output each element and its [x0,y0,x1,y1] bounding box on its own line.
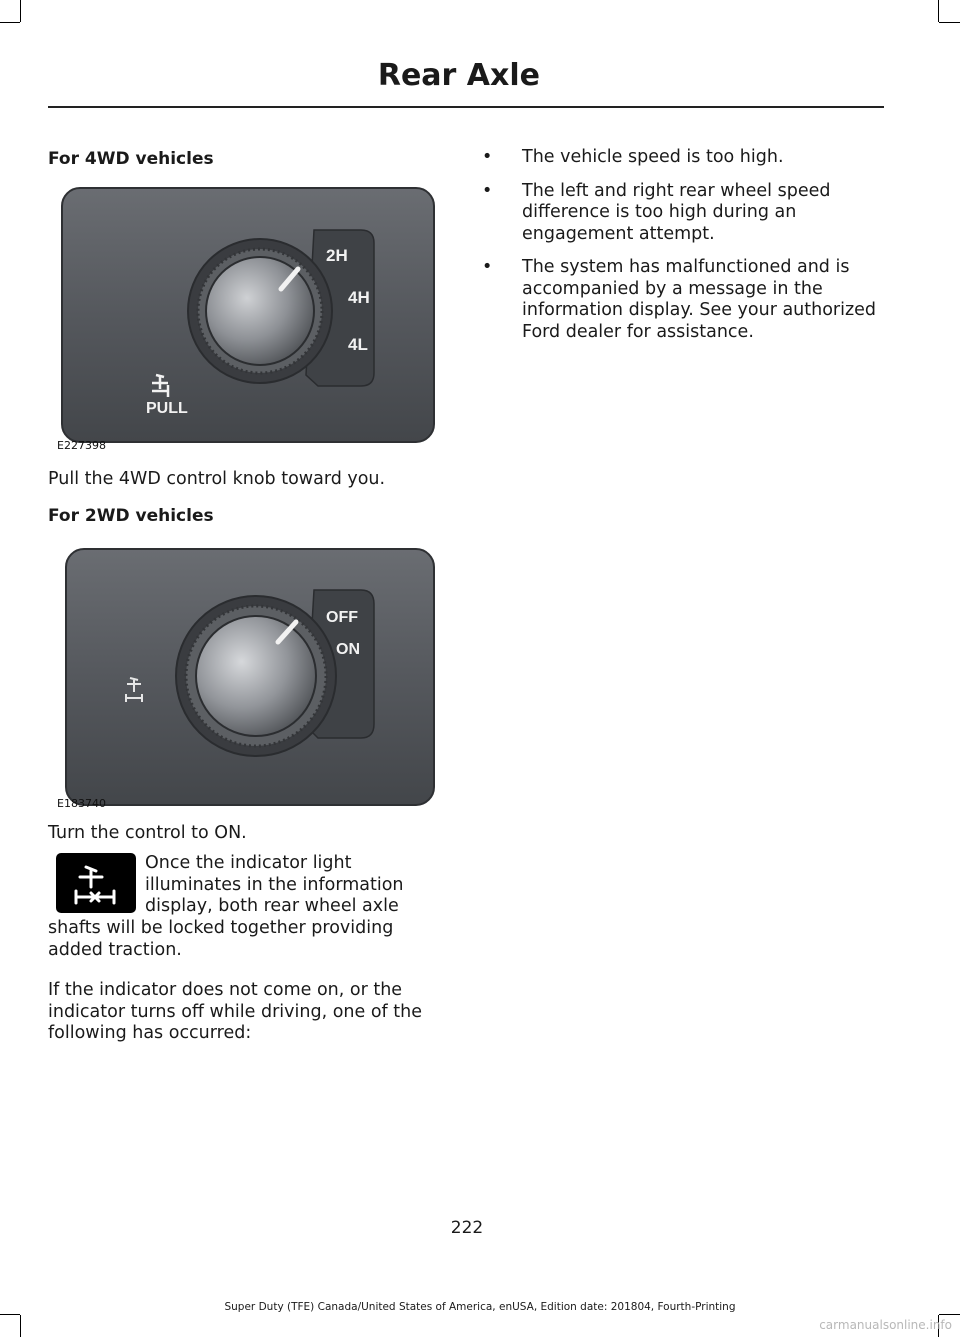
indicator-description [145,853,445,918]
indicator-line: display, both rear wheel axle [145,896,399,916]
bullet-icon: • [482,180,493,201]
position-label-2h: 2H [326,246,348,265]
position-label-on: ON [336,641,360,658]
bullet-icon: • [482,147,493,167]
indicator-line: Once the indicator light [145,853,352,873]
figure-2wd-control [56,546,440,810]
position-label-4l: 4L [348,335,368,354]
condition-intro: If the indicator does not come on, or the indicator turns off while driving, one of the following has occurred: [48,980,422,1043]
figure-code: E183740 [57,797,106,810]
list-item: • The vehicle speed is too high. [482,147,784,167]
indicator-line: illuminates in the information [145,874,404,895]
position-label-4h: 4H [348,288,370,307]
crop-mark [939,1314,960,1315]
title-divider [48,106,884,108]
section-heading-4wd: For 4WD vehicles [48,149,214,169]
crop-mark [20,1315,21,1337]
instruction-4wd: Pull the 4WD control knob toward you. [48,469,386,489]
rear-axle-lock-icon [56,853,136,913]
section-heading-2wd: For 2WD vehicles [48,506,214,526]
crop-mark [0,1314,20,1315]
crop-mark [938,0,939,22]
crop-mark [20,0,21,22]
pull-label: PULL [146,400,188,417]
position-label-off: OFF [326,609,358,626]
figure-4wd-control [56,185,440,447]
watermark: carmanualsonline.info [819,1318,952,1332]
crop-mark [939,22,960,23]
page-title: Rear Axle [377,58,540,93]
crop-mark [0,22,20,23]
condition-list [478,147,888,355]
instruction-2wd: Turn the control to ON. [48,823,247,843]
bullet-icon: • [482,257,493,277]
indicator-description-tail: shafts will be locked together providing added traction. [48,918,394,960]
edition-footer: Super Duty (TFE) Canada/United States of America, enUSA, Edition date: 201804, Fourth-Printing [224,1301,736,1313]
page-number: 222 [450,1218,484,1238]
list-item: • The system has malfunctioned and is accompanied by a message in the information display. See your authorized Ford dealer for assistance. [482,257,877,342]
list-item: • The left and right rear wheel speed difference is too high during an engagement attempt. [482,180,831,244]
figure-code: E227398 [57,439,106,452]
